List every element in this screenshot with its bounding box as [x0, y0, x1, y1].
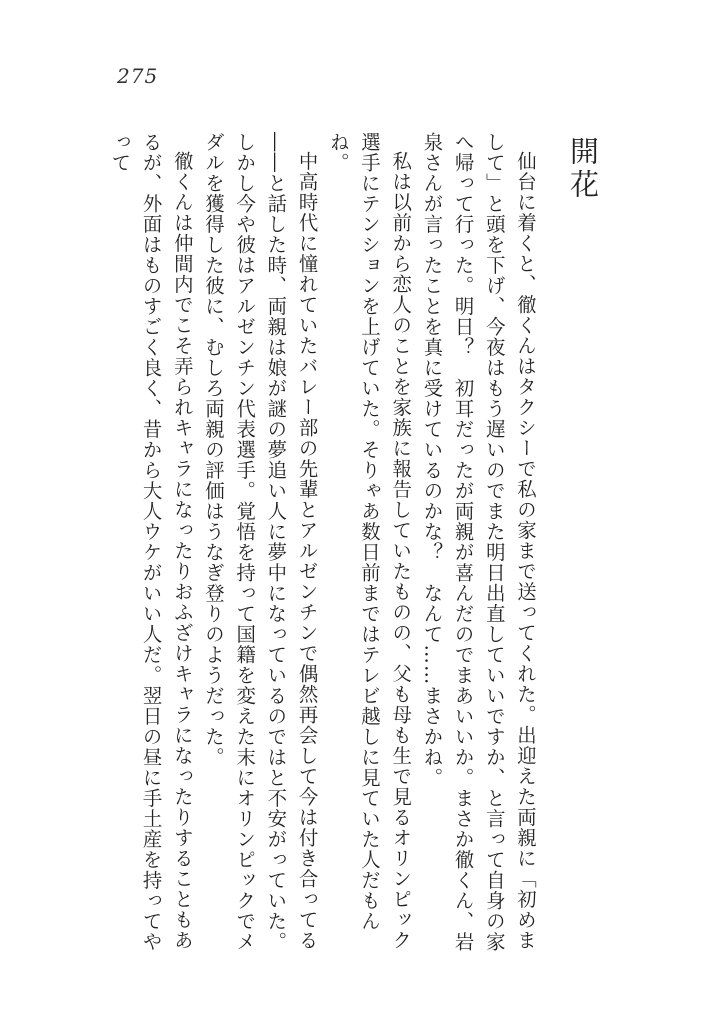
paragraph-1: 仙台に着くと、徹くんはタクシーで私の家まで送ってくれた。出迎えた両親に「初めまして」と頭を下げ、今夜はもう遅いのでまた明日出直していいですか、と言って自身の家へ帰って行った。明日？ 初耳だったが両親が喜んだのでまあいいか。まさか徹くん、岩泉さんが言ったことを真に受けているのかな？ なんて……まさかね。: [420, 132, 537, 952]
chapter-title: 開花: [566, 136, 600, 202]
body-text: [104, 132, 607, 952]
page-number: 275: [117, 64, 159, 88]
paragraph-3: 中高時代に憧れていたバレー部の先輩とアルゼンチンで偶然再会して今は付き合ってる――と話した時、両親は娘が謎の夢追い人に夢中になっているのではと不安がっていた。しかし今や彼はアルゼンチン代表選手。覚悟を持って国籍を変えた末にオリンピックでメダルを獲得した彼に、むしろ両親の評価はうなぎ登りのようだった。: [201, 132, 319, 952]
paragraph-2: 私は以前から恋人のことを家族に報告していたものの、父も母も生で見るオリンピック選手にテンションを上げていた。そりゃあ数日前まではテレビ越しに見ていた人だもんね。: [326, 132, 413, 951]
paragraph-4: 徹くんは仲間内でこそ弄られキャラになったりおふざけキャラになったりすることもあるが、外面はものすごく良く、昔から大人ウケがいい人だ。翌日の昼に手土産を持ってやって: [108, 132, 194, 952]
